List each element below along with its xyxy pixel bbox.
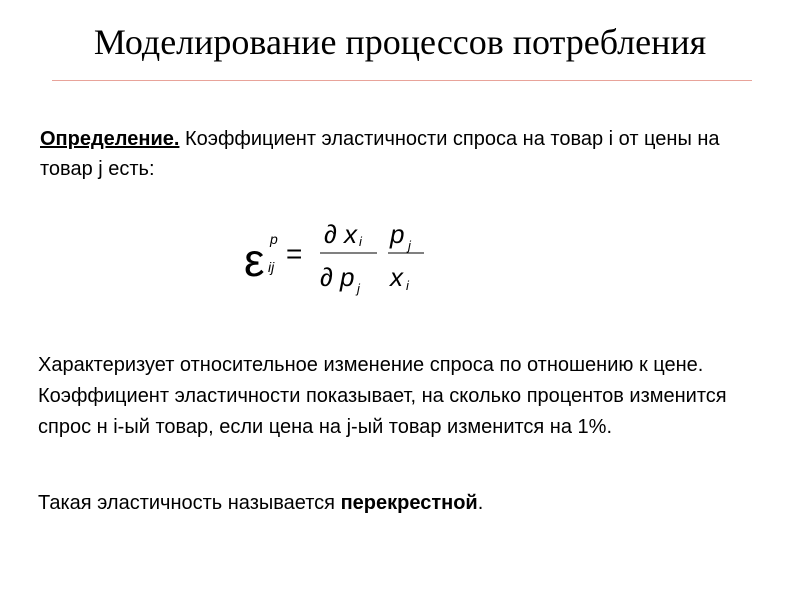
denominator-partial: ∂ <box>320 262 333 292</box>
numerator-x-index: i <box>359 234 362 249</box>
description-paragraph: Характеризует относительное изменение спроса по отношению к цене. Коэффициент эластичности показывает, на сколько процентов изменится спрос н i-ый товар, если цена на j-ый товар изменится на 1%. <box>38 354 727 438</box>
second-numerator-p: p <box>390 219 405 249</box>
conclusion-term: перекрестной <box>340 492 478 514</box>
definition-text: Коэффициент эластичности спроса на товар i от цены на товар j есть: <box>40 128 720 180</box>
second-denominator-x: x <box>390 262 403 292</box>
second-numerator-p-index: j <box>408 238 411 253</box>
numerator-x: x <box>344 219 357 249</box>
definition-paragraph <box>40 124 740 184</box>
conclusion-text: Такая эластичность называется <box>38 492 341 514</box>
slide-title: Моделирование процессов потребления <box>93 22 707 62</box>
numerator-partial: ∂ <box>324 219 337 249</box>
formula-subscript: ij <box>268 259 275 275</box>
denominator-p: p <box>340 262 355 292</box>
conclusion-paragraph <box>38 488 778 519</box>
title-divider <box>52 80 752 81</box>
conclusion-period: . <box>477 492 484 514</box>
denominator-p-index: j <box>357 281 360 296</box>
definition-label: Определение. <box>40 128 180 150</box>
formula-equals: = <box>286 238 303 269</box>
elasticity-formula <box>240 208 440 308</box>
second-denominator-x-index: i <box>406 278 409 293</box>
formula-superscript: p <box>270 231 278 247</box>
formula-epsilon: ε <box>244 234 265 286</box>
